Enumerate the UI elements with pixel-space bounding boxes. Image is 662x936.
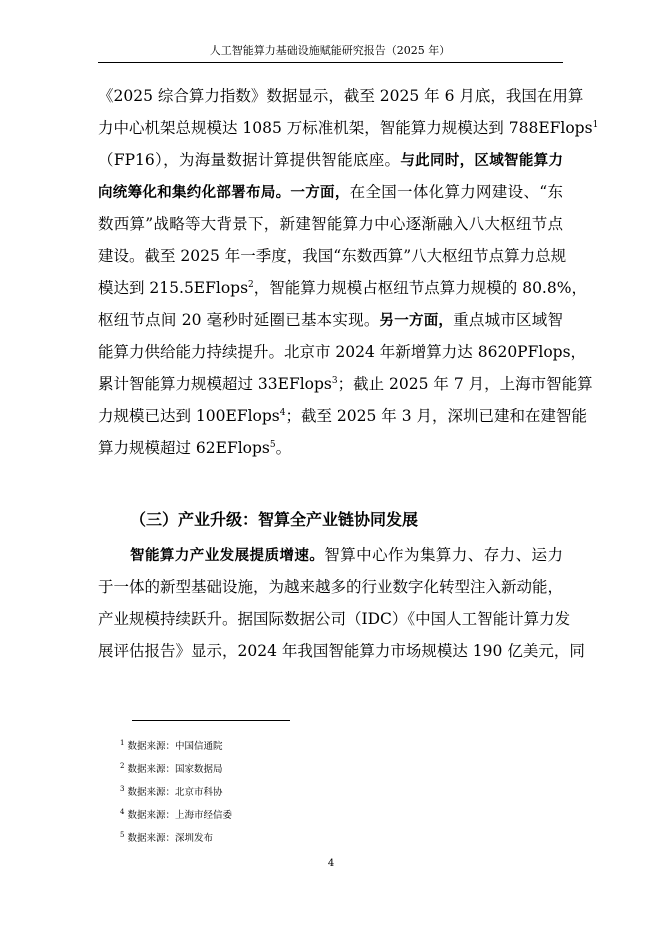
text-line: 枢纽节点间 20 毫秒时延圈已基本实现。另一方面，重点城市区域智 bbox=[98, 311, 563, 329]
footnote-list bbox=[120, 738, 232, 853]
text-line: 向统筹化和集约化部署布局。一方面，在全国一体化算力网建设、“东 bbox=[98, 183, 563, 201]
text-line: 力中心机架总规模达 1085 万标准机架，智能算力规模达到 788EFlops$^1$ bbox=[98, 119, 599, 137]
page-number: 4 bbox=[327, 858, 335, 869]
text-line: （FP16），为海量数据计算提供智能底座。与此同时，区域智能算力 bbox=[98, 151, 563, 169]
text-line: 模达到 215.5EFlops$^2$，智能算力规模占枢纽节点算力规模的 80.8%， bbox=[98, 279, 587, 297]
text-line: 力规模已达到 100EFlops$^4$；截至 2025 年 3 月，深圳已建和在建智能 bbox=[98, 407, 588, 425]
bold-phrase: 与此同时，区域智能算力 bbox=[400, 153, 563, 169]
footnote-item: $^3$ 数据来源：北京市科协 bbox=[120, 785, 223, 798]
text-line: 建设。截至 2025 年一季度，我国“东数西算”八大枢纽节点算力总规 bbox=[98, 247, 567, 265]
footnote-ref-4[interactable]: 4 bbox=[279, 408, 286, 418]
footnote-ref-1[interactable]: 1 bbox=[592, 120, 599, 130]
text-line: 算力规模超过 62EFlops$^5$。 bbox=[98, 439, 292, 457]
footnote-ref-3[interactable]: 3 bbox=[331, 376, 338, 386]
paragraph-compute-scale bbox=[98, 80, 599, 464]
footnote-divider bbox=[132, 720, 290, 721]
header-divider bbox=[98, 62, 563, 63]
bold-phrase: 向统筹化和集约化部署布局。一方面， bbox=[98, 185, 350, 201]
text-line: 累计智能算力规模超过 33EFlops$^3$；截止 2025 年 7 月，上海市智能算 bbox=[98, 375, 593, 393]
text-line: 《2025 综合算力指数》数据显示，截至 2025 年 6 月底，我国在用算 bbox=[98, 87, 584, 105]
bold-phrase: 另一方面， bbox=[379, 313, 454, 329]
text-line: 产业规模持续跃升。据国际数据公司（IDC）《中国人工智能计算力发 bbox=[98, 610, 571, 628]
text-line: 能算力供给能力持续提升。北京市 2024 年新增算力达 8620PFlops， bbox=[98, 343, 587, 361]
text-line: 于一体的新型基础设施，为越来越多的行业数字化转型注入新动能， bbox=[98, 578, 564, 596]
running-header: 人工智能算力基础设施赋能研究报告（2025 年） bbox=[209, 44, 451, 57]
footnote-item: $^2$ 数据来源：国家数据局 bbox=[120, 762, 223, 775]
bold-phrase: 智能算力产业发展提质增速。 bbox=[130, 548, 325, 564]
footnote-item: $^5$ 数据来源：深圳发布 bbox=[120, 831, 213, 844]
footnote-item: $^1$ 数据来源：中国信通院 bbox=[120, 739, 223, 752]
text-line: 数西算”战略等大背景下，新建智能算力中心逐渐融入八大枢纽节点 bbox=[98, 215, 563, 233]
footnote-item: $^4$ 数据来源：上海市经信委 bbox=[120, 808, 232, 821]
footnote-ref-2[interactable]: 2 bbox=[248, 280, 254, 290]
paragraph-industry-upgrade bbox=[98, 539, 585, 667]
text-line: 展评估报告》显示，2024 年我国智能算力市场规模达 190 亿美元，同 bbox=[98, 642, 585, 660]
text-line: 智能算力产业发展提质增速。智算中心作为集算力、存力、运力 bbox=[130, 546, 563, 564]
footnote-ref-5[interactable]: 5 bbox=[269, 440, 276, 450]
section-heading: （三）产业升级：智算全产业链协同发展 bbox=[130, 510, 419, 529]
